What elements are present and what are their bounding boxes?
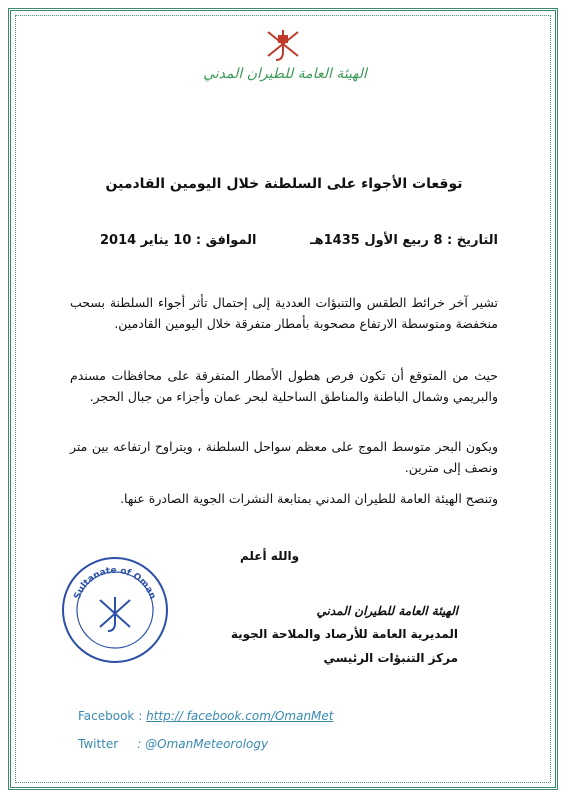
svg-text:Sultanate of Oman	[73, 566, 157, 601]
facebook-link[interactable]: http:// facebook.com/OmanMet	[146, 709, 334, 723]
twitter-handle[interactable]: : @OmanMeteorology	[137, 737, 269, 751]
twitter-contact	[78, 737, 268, 751]
paragraph-3: ويكون البحر متوسط الموج على معظم سواحل السلطنة ، ويتراوح ارتفاعه بين متر ونصف إلى مترين.	[70, 439, 498, 475]
facebook-contact	[78, 709, 333, 723]
page-title: توقعات الأجواء على السلطنة خلال اليومين القادمين	[105, 176, 463, 192]
twitter-label: Twitter	[78, 737, 119, 751]
hijri-date: التاريخ : 8 ربيع الأول 1435هـ	[310, 233, 498, 248]
oman-khanjar-emblem-icon	[258, 24, 308, 64]
closing-phrase: والله أعلم	[240, 549, 300, 563]
paragraph-1: تشير آخر خرائط الطقس والتنبؤات العددية إلى إحتمال تأثر أجواء السلطنة بسحب منخفضة ومتوسطة الارتفاع مصحوبة بأمطار متفرقة خلال اليومين القادمين.	[70, 295, 498, 331]
facebook-label: Facebook :	[78, 709, 143, 723]
paragraph-2: حيث من المتوقع أن تكون فرص هطول الأمطار المتفرقة على محافظات مسندم والبريمي وشمال الباطنة والمناطق الساحلية لبحر عمان وأجزاء من جبال الحجر.	[70, 368, 498, 404]
signature-line-3: مركز التنبؤات الرئيسي	[323, 651, 458, 665]
signature-line-2: المديرية العامة للأرصاد والملاحة الجوية	[230, 627, 458, 641]
stamp-text: Sultanate of Oman	[72, 565, 158, 601]
gregorian-date: الموافق : 10 يناير 2014	[100, 233, 257, 248]
signature-line-1: الهيئة العامة للطيران المدني	[316, 604, 458, 618]
org-name-script: الهيئة العامة للطيران المدني	[203, 66, 367, 82]
paragraph-4: وتنصح الهيئة العامة للطيران المدني بمتابعة النشرات الجوية الصادرة عنها.	[120, 491, 498, 506]
official-stamp-icon	[60, 555, 170, 665]
